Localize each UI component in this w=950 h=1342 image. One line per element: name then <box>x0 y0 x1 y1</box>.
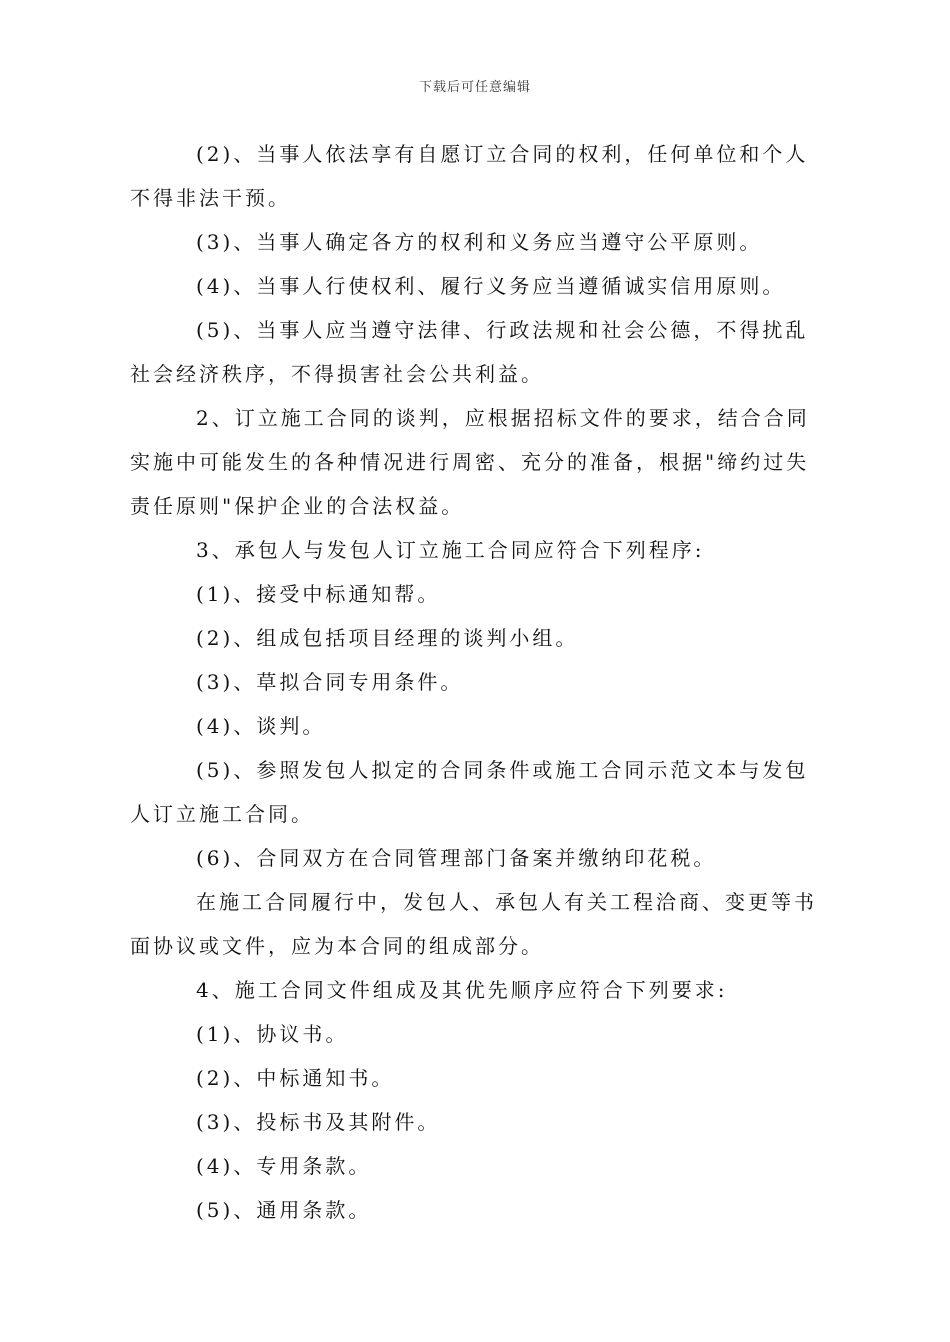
paragraph: (1)、接受中标通知帮。 <box>196 582 441 606</box>
paragraph: (4)、谈判。 <box>196 714 326 738</box>
paragraph: 在施工合同履行中，发包人、承包人有关工程洽商、变更等书面协议或文件，应为本合同的组成部分。 <box>130 890 817 958</box>
paragraph: (5)、参照发包人拟定的合同条件或施工合同示范文本与发包人订立施工合同。 <box>130 758 809 826</box>
paragraph: 2、订立施工合同的谈判，应根据招标文件的要求，结合合同实施中可能发生的各种情况进行周密、充分的准备，根据"缔约过失责任原则"保护企业的合法权益。 <box>130 406 810 518</box>
paragraph: 4、施工合同文件组成及其优先顺序应符合下列要求: <box>196 978 728 1002</box>
paragraph: (2)、组成包括项目经理的谈判小组。 <box>196 626 579 650</box>
paragraph: (1)、协议书。 <box>196 1022 349 1046</box>
paragraph: (3)、投标书及其附件。 <box>196 1110 441 1134</box>
paragraph: (3)、当事人确定各方的权利和义务应当遵守公平原则。 <box>196 230 763 254</box>
paragraph: (5)、通用条款。 <box>196 1198 372 1222</box>
document-body <box>130 132 820 1232</box>
paragraph: (2)、中标通知书。 <box>196 1066 395 1090</box>
paragraph: (4)、专用条款。 <box>196 1154 372 1178</box>
paragraph: (6)、合同双方在合同管理部门备案并缴纳印花税。 <box>196 846 717 870</box>
paragraph: (4)、当事人行使权利、履行义务应当遵循诚实信用原则。 <box>196 274 786 298</box>
paragraph: (5)、当事人应当遵守法律、行政法规和社会公德，不得扰乱社会经济秩序，不得损害社会公共利益。 <box>130 318 809 386</box>
paragraph: 3、承包人与发包人订立施工合同应符合下列程序: <box>196 538 705 562</box>
paragraph: (3)、草拟合同专用条件。 <box>196 670 464 694</box>
page-header-note: 下载后可任意编辑 <box>418 80 531 95</box>
paragraph: (2)、当事人依法享有自愿订立合同的权利，任何单位和个人不得非法干预。 <box>130 142 809 210</box>
